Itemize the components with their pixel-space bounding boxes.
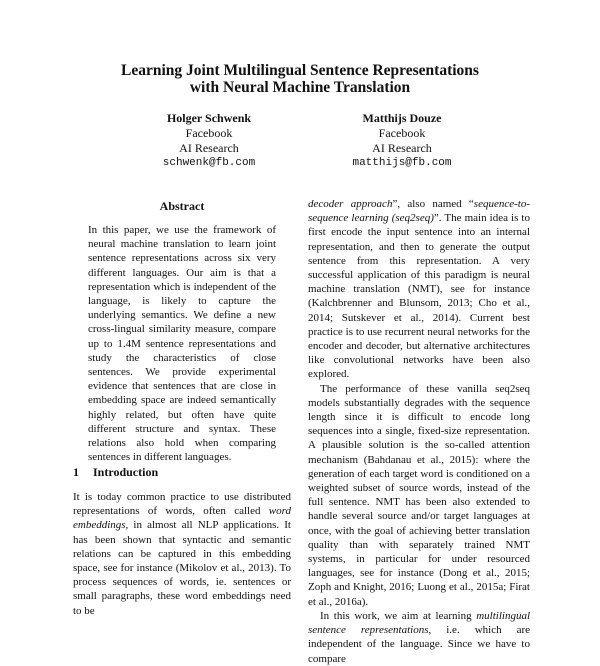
- author-affiliation: AI Research: [372, 141, 432, 155]
- author-block-1: [109, 111, 309, 171]
- intro-text-end: , in almost all NLP applications. It has been shown that syntactic and semantic relations can be captured in this embedding space, see for instance (Mikolov et al., 2013). To process sequences of words, ie. sentences or small paragraphs, these word embeddings need to be: [73, 519, 291, 617]
- right-p1-text-mid: ”, also named “: [392, 198, 474, 210]
- right-paragraph-1: [308, 197, 530, 382]
- right-column: [308, 197, 530, 665]
- author-name: Matthijs Douze: [362, 111, 442, 125]
- introduction-paragraph: [73, 490, 291, 617]
- abstract-text: In this paper, we use the framework of neural machine translation to learn joint sentence representations across six very different languages. Our aim is that a representation which is independent of the language, is likely to capture the underlying semantics. We define a new cross-lingual similarity measure, compare up to 1.4M sentence representations and study the characteristics of close sentences. We provide experimental evidence that sentences that are close in embedding space are indeed semantically highly related, but often have quite different structure and syntax. These relations also hold when comparing sentences in different languages.: [88, 224, 276, 464]
- section-title: Introduction: [93, 465, 159, 479]
- right-p3-emphasis: multilingual sentence representations: [308, 609, 530, 637]
- intro-text-start: It is today common practice to use distributed representations of words, often called: [73, 491, 291, 518]
- right-p3-text-start: In this work, we aim at learning: [320, 609, 477, 622]
- section-number: 1: [73, 465, 79, 479]
- author-affiliation: Facebook: [378, 126, 426, 140]
- author-block-2: [302, 111, 502, 171]
- author-affiliation: AI Research: [179, 141, 239, 155]
- paper-title: [60, 62, 540, 96]
- title-line-2: with Neural Machine Translation: [189, 79, 411, 96]
- right-p1-emphasis-1: decoder approach: [308, 198, 393, 210]
- right-paragraph-3: [308, 609, 530, 666]
- right-paragraph-2: The performance of these vanilla seq2seq models substantially degrades with the sequence length since it is difficult to encode long sequences into a single, fixed-size representation. A plausible solution is the so-called attention mechanism (Bahdanau et al., 2015): where the generation of each target word is conditioned on a weighted subset of source words, instead of the full sentence. NMT has been also extended to handle several source and/or target languages at once, with the goal of achieving better translation quality than with separately trained NMT systems, in particular for under resourced languages, see for instance (Dong et al., 2015; Zoph and Knight, 2016; Luong et al., 2015a; Firat et al., 2016a).: [308, 382, 530, 608]
- right-p3-text-end: , i.e. which are independent of the language. Since we have to compare: [308, 624, 530, 665]
- author-email: schwenk@fb.com: [162, 157, 256, 169]
- right-p1-text-rest: ”. The main idea is to first encode the input sentence into an internal representation, and then to generate the output sentence from this representation. A very successful application of this paradigm is neural machine translation (NMT), see for instance (Kalchbrenner and Blunsom, 2013; Cho et al., 2014; Sutskever et al., 2014). Current best practice is to use recurrent neural networks for the encoder and decoder, but alternative architectures like convolutional networks have been also explored.: [308, 212, 530, 381]
- intro-text-emphasis: word embeddings: [73, 505, 291, 532]
- right-p1-emphasis-2: sequence-to-sequence learning (seq2seq): [308, 198, 530, 225]
- section-heading-introduction: [73, 465, 283, 480]
- title-line-1: Learning Joint Multilingual Sentence Representations: [121, 62, 479, 79]
- abstract-heading: Abstract: [159, 199, 205, 213]
- author-email: matthijs@fb.com: [352, 157, 452, 169]
- author-name: Holger Schwenk: [166, 111, 252, 125]
- author-affiliation: Facebook: [185, 126, 233, 140]
